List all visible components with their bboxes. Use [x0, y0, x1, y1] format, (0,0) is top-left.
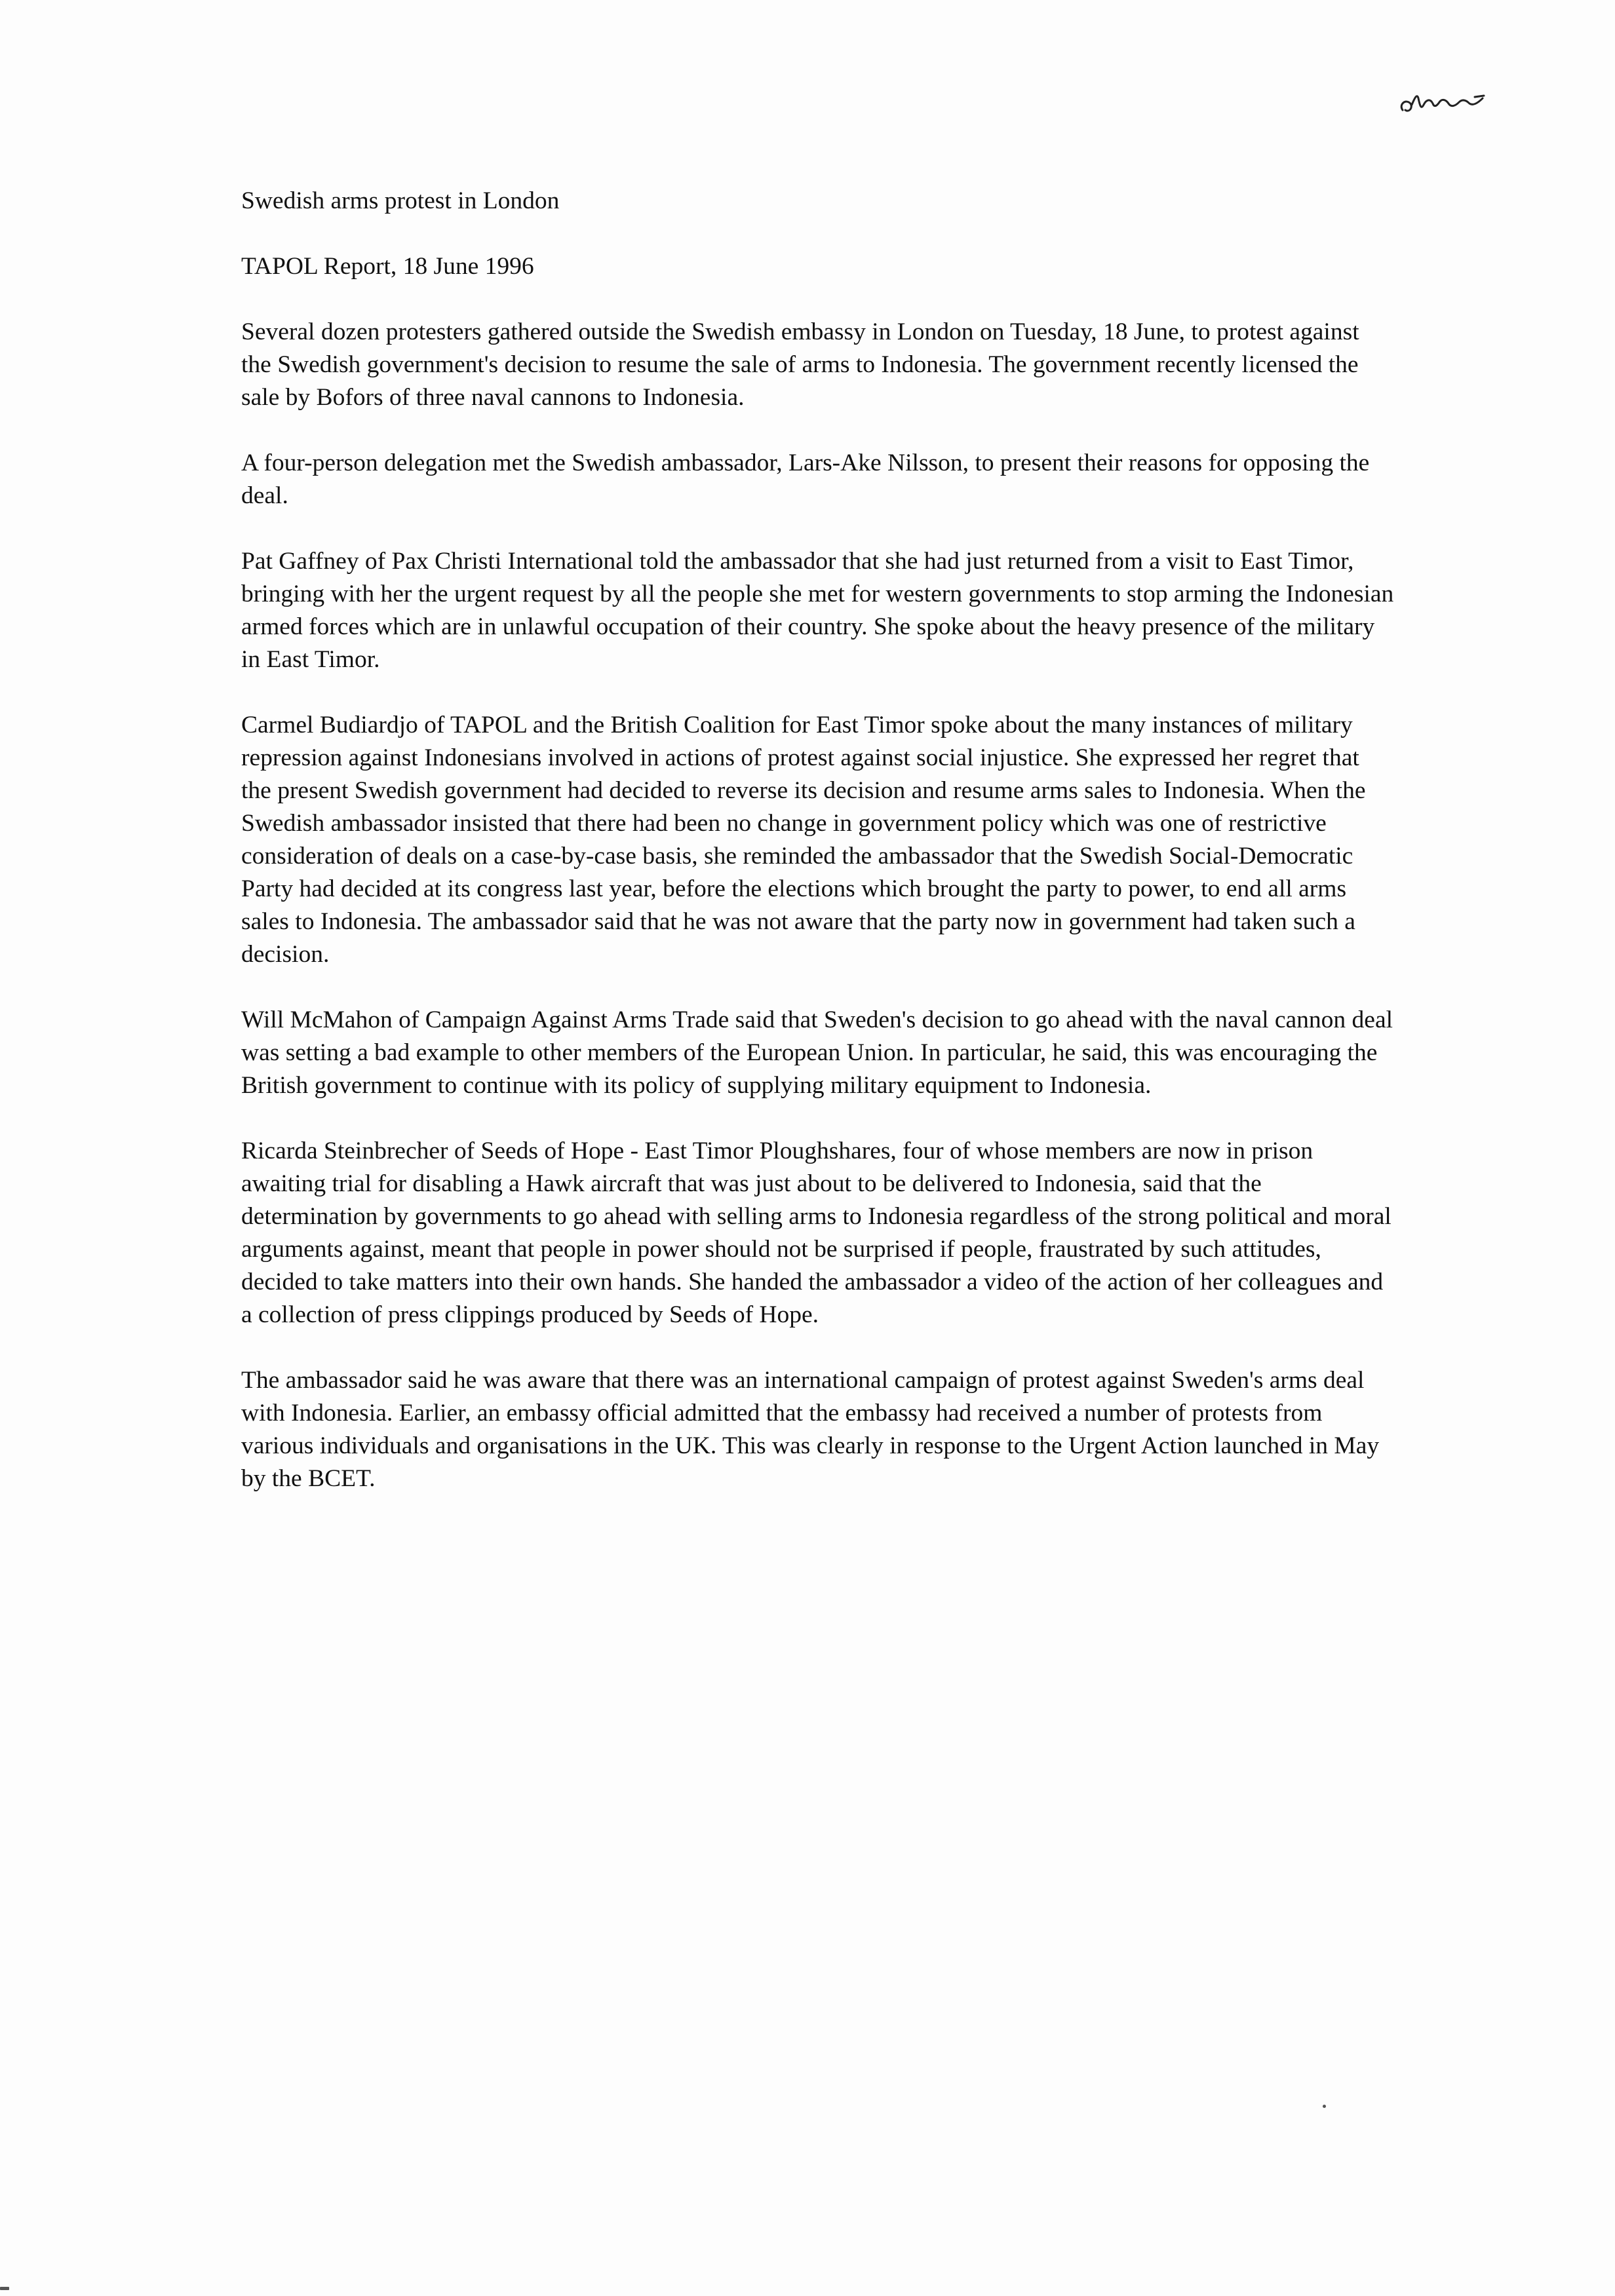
handwritten-annotation — [1396, 79, 1494, 124]
document-title: Swedish arms protest in London — [241, 187, 560, 214]
paragraph-2: A four-person delegation met the Swedish ambassador, Lars-Ake Nilsson, to present their reasons for opposing the deal. — [241, 450, 1370, 509]
paragraph-6: Ricarda Steinbrecher of Seeds of Hope - East Timor Ploughshares, four of whose members are now in prison awaiting trial for disabling a Hawk aircraft that was just about to be delivered to Indonesia, said that the determination by governments to go ahead with selling arms to Indonesia regardless of the strong political and moral arguments against, meant that people in power should not be surprised if people, fraustrated by such attitudes, decided to take matters into their own hands. She handed the ambassador a video of the action of her colleagues and a collection of press clippings produced by Seeds of Hope. — [241, 1138, 1391, 1328]
paragraph-4: Carmel Budiardjo of TAPOL and the British Coalition for East Timor spoke about the many instances of military repression against Indonesians involved in actions of protest against social injustice. She expressed her regret that the present Swedish government had decided to reverse its decision and resume arms sales to Indonesia. When the Swedish ambassador insisted that there had been no change in government policy which was one of restrictive consideration of deals on a case-by-case basis, she reminded the ambassador that the Swedish Social-Democratic Party had decided at its congress last year, before the elections which brought the party to power, to end all arms sales to Indonesia. The ambassador said that he was not aware that the party now in government had taken such a decision. — [241, 712, 1366, 968]
paragraph-1: Several dozen protesters gathered outside the Swedish embassy in London on Tuesday, 18 June, to protest against the Swedish government's decision to resume the sale of arms to Indonesia. The government recently licensed the sale by Bofors of three naval cannons to Indonesia. — [241, 318, 1359, 411]
scan-speck — [0, 2287, 9, 2290]
paragraph-7: The ambassador said he was aware that there was an international campaign of protest against Sweden's arms deal with Indonesia. Earlier, an embassy official admitted that the embassy had received a number of protests from various individuals and organisations in the UK. This was clearly in response to the Urgent Action launched in May by the BCET. — [241, 1367, 1380, 1492]
paragraph-5: Will McMahon of Campaign Against Arms Trade said that Sweden's decision to go ahead with the naval cannon deal was setting a bad example to other members of the European Union. In particular, he said, this was encouraging the British government to continue with its policy of supplying military equipment to Indonesia. — [241, 1006, 1393, 1099]
scan-speck — [1323, 2105, 1326, 2108]
paragraph-3: Pat Gaffney of Pax Christi International told the ambassador that she had just returned from a visit to East Timor, bringing with her the urgent request by all the people she met for western governments to stop arming the Indonesian armed forces which are in unlawful occupation of their country. She spoke about the heavy presence of the military in East Timor. — [241, 548, 1394, 673]
report-source-date: TAPOL Report, 18 June 1996 — [241, 253, 534, 280]
document-body — [241, 185, 1395, 1528]
